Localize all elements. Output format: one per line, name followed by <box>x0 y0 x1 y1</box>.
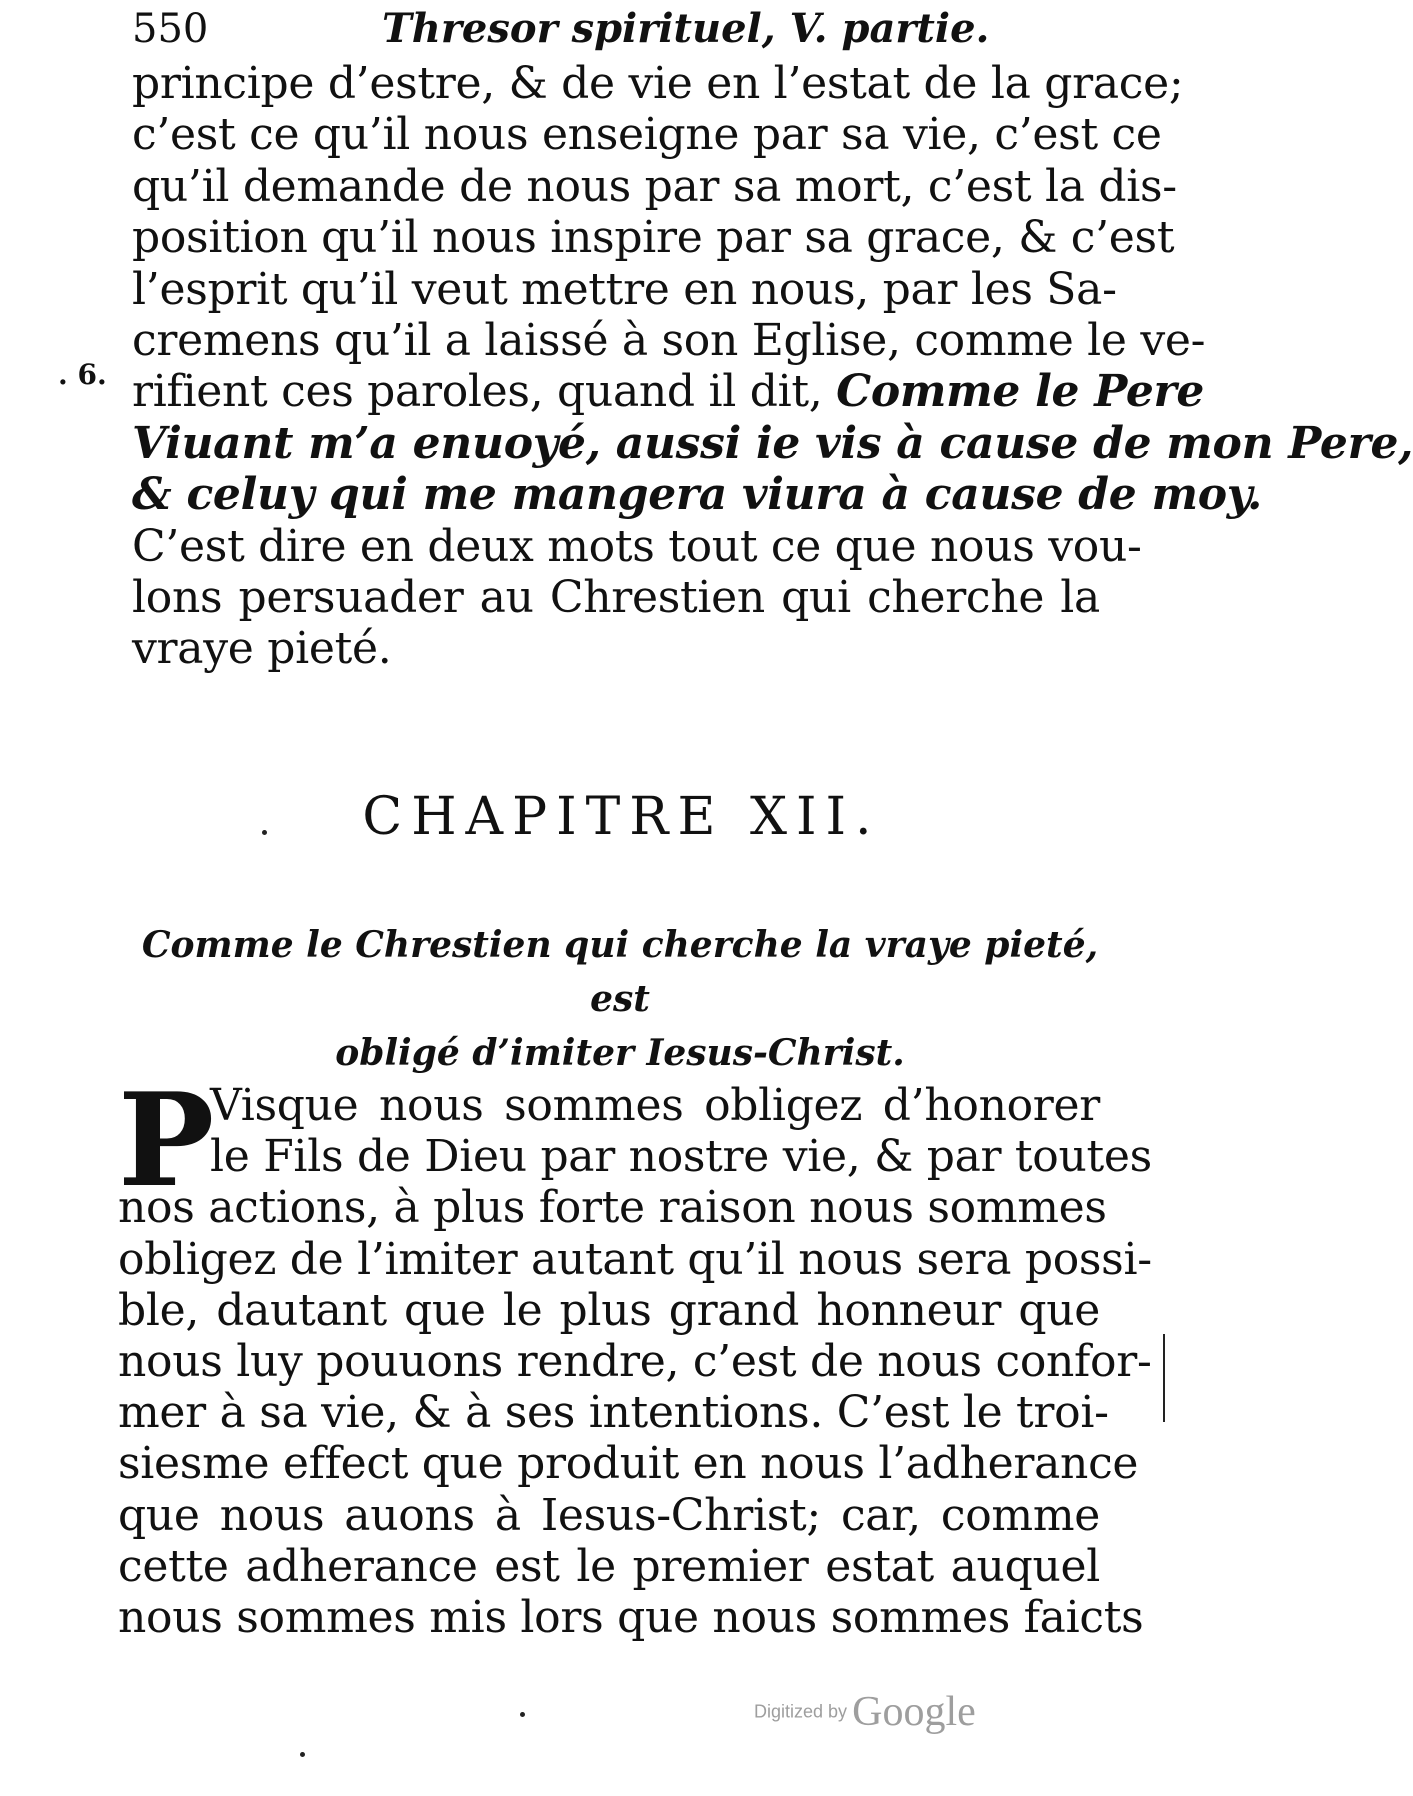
scan-edge-mark <box>1163 1334 1165 1422</box>
quote-line <box>132 417 1413 469</box>
scan-speck <box>520 1712 525 1717</box>
text-line: nos actions, à plus forte raison nous sommes <box>118 1182 1107 1234</box>
quote-text: Viuant m’a enuoyé, aussi ie vis à cause de mon Pere, <box>132 417 1413 469</box>
text-line: lons persuader au Chrestien qui cherche la <box>132 571 1100 623</box>
text-line: ble, dautant que le plus grand honneur que <box>118 1284 1100 1336</box>
quote-text: & celuy qui me mangera viura à cause de moy. <box>132 469 1263 521</box>
chapter-heading: CHAPITRE XII. <box>362 787 881 847</box>
running-title: Thresor spirituel, V. partie. <box>382 5 990 52</box>
drop-cap: P <box>118 1066 215 1216</box>
text-line: mer à sa vie, & à ses intentions. C’est le troi- <box>118 1387 1109 1439</box>
continued-text <box>132 58 1413 675</box>
margin-note: . 6. <box>58 358 107 391</box>
text-line: C’est dire en deux mots tout ce que nous vou- <box>132 520 1142 572</box>
scan-speck <box>300 1752 305 1757</box>
page-header <box>132 0 992 58</box>
text-line: l’esprit qu’il veut mettre en nous, par les Sa- <box>132 263 1117 315</box>
digitization-watermark <box>754 1688 976 1736</box>
text-line: siesme effect que produit en nous l’adherance <box>118 1438 1139 1490</box>
watermark-prefix: Digitized by <box>754 1701 848 1722</box>
subtitle-line: Comme le Chrestien qui cherche la vraye pieté, est <box>141 924 1099 1020</box>
text-line: obligez de l’imiter autant qu’il nous sera possi- <box>118 1233 1152 1285</box>
text-line: Visque nous sommes obligez d’honorer <box>210 1080 1100 1131</box>
text-line: principe d’estre, & de vie en l’estat de la grace; <box>132 58 1184 109</box>
text-line: position qu’il nous inspire par sa grace, & c’est <box>132 212 1175 264</box>
chapter-paragraph <box>118 1066 1152 1643</box>
text-line: cette adherance est le premier estat auquel <box>118 1540 1100 1592</box>
text-line: nous sommes mis lors que nous sommes faicts <box>118 1591 1144 1643</box>
text-line: nous luy pouuons rendre, c’est de nous confor- <box>118 1335 1152 1387</box>
text-segment: rifient ces paroles, quand il dit, <box>132 366 823 418</box>
text-line: le Fils de Dieu par nostre vie, & par toutes <box>210 1131 1152 1183</box>
page-number: 550 <box>132 6 209 52</box>
text-line: cremens qu’il a laissé à son Eglise, comme le ve- <box>132 314 1206 366</box>
text-line: c’est ce qu’il nous enseigne par sa vie, c’est ce <box>132 109 1162 161</box>
watermark-brand: Google <box>852 1689 976 1735</box>
text-line: que nous auons à Iesus-Christ; car, comme <box>118 1489 1100 1541</box>
quote-start: Comme le Pere <box>836 366 1205 418</box>
quote-line <box>132 469 1263 521</box>
subtitle-line: obligé d’imiter Iesus-Christ. <box>335 1032 905 1074</box>
text-line: vraye pieté. <box>132 623 392 675</box>
text-line-with-quote <box>132 366 1205 418</box>
scan-speck <box>262 830 267 835</box>
text-line: qu’il demande de nous par sa mort, c’est la dis- <box>132 160 1177 212</box>
chapter-subtitle <box>120 918 1120 1080</box>
